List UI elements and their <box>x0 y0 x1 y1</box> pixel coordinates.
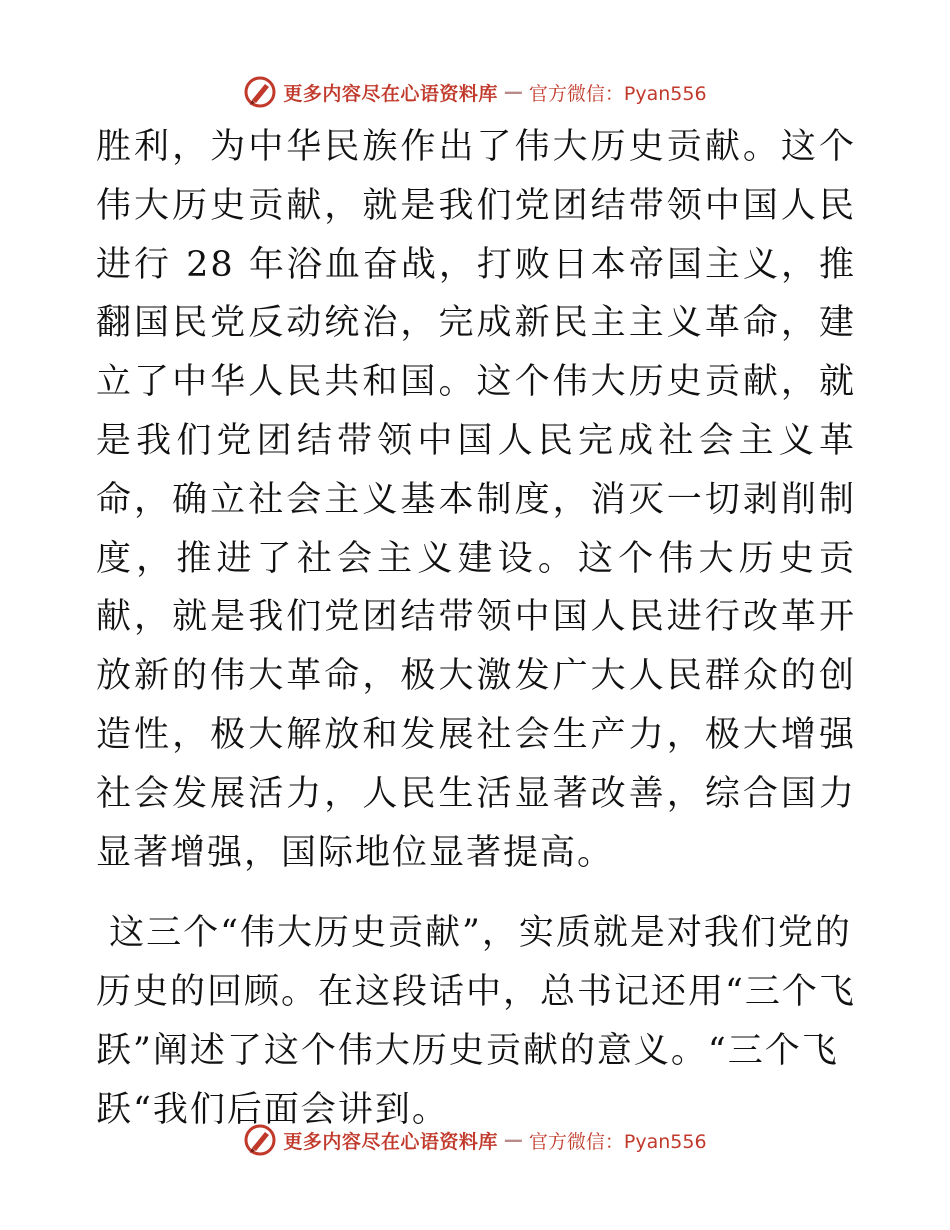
watermark-contact: 官方微信：Pyan556 <box>528 82 707 105</box>
watermark-separator: — <box>503 1129 523 1151</box>
pen-seal-icon <box>243 1123 277 1157</box>
watermark-text: 更多内容尽在心语资料库 <box>283 1130 498 1153</box>
body-paragraph: 这三个“伟大历史贡献”，实质就是对我们党的历史的回顾。在这段话中，总书记还用“三个飞跃”阐述了这个伟大历史贡献的意义。“三个飞跃“我们后面会讲到。 <box>96 913 856 1130</box>
footer-watermark <box>0 1120 950 1160</box>
watermark-text: 更多内容尽在心语资料库 <box>283 82 498 105</box>
body-paragraph: 胜利，为中华民族作出了伟大历史贡献。这个伟大历史贡献，就是我们党团结带领中国人民进行 28 年浴血奋战，打败日本帝国主义，推翻国民党反动统治，完成新民主主义革命，建立了中华人民共和国。这个伟大历史贡献，就是我们党团结带领中国人民完成社会主义革命，确立社会主义基本制度，消灭一切剥削制度，推进了社会主义建设。这个伟大历史贡献，就是我们党团结带领中国人民进行改革开放新的伟大革命，极大激发广大人民群众的创造性，极大解放和发展社会生产力，极大增强社会发展活力，人民生活显著改善，综合国力显著增强，国际地位显著提高。 <box>96 127 856 873</box>
pen-seal-icon <box>243 75 277 109</box>
watermark-contact: 官方微信：Pyan556 <box>528 1130 707 1153</box>
header-watermark <box>0 72 950 112</box>
document-body <box>96 118 856 1140</box>
watermark-separator: — <box>503 81 523 103</box>
